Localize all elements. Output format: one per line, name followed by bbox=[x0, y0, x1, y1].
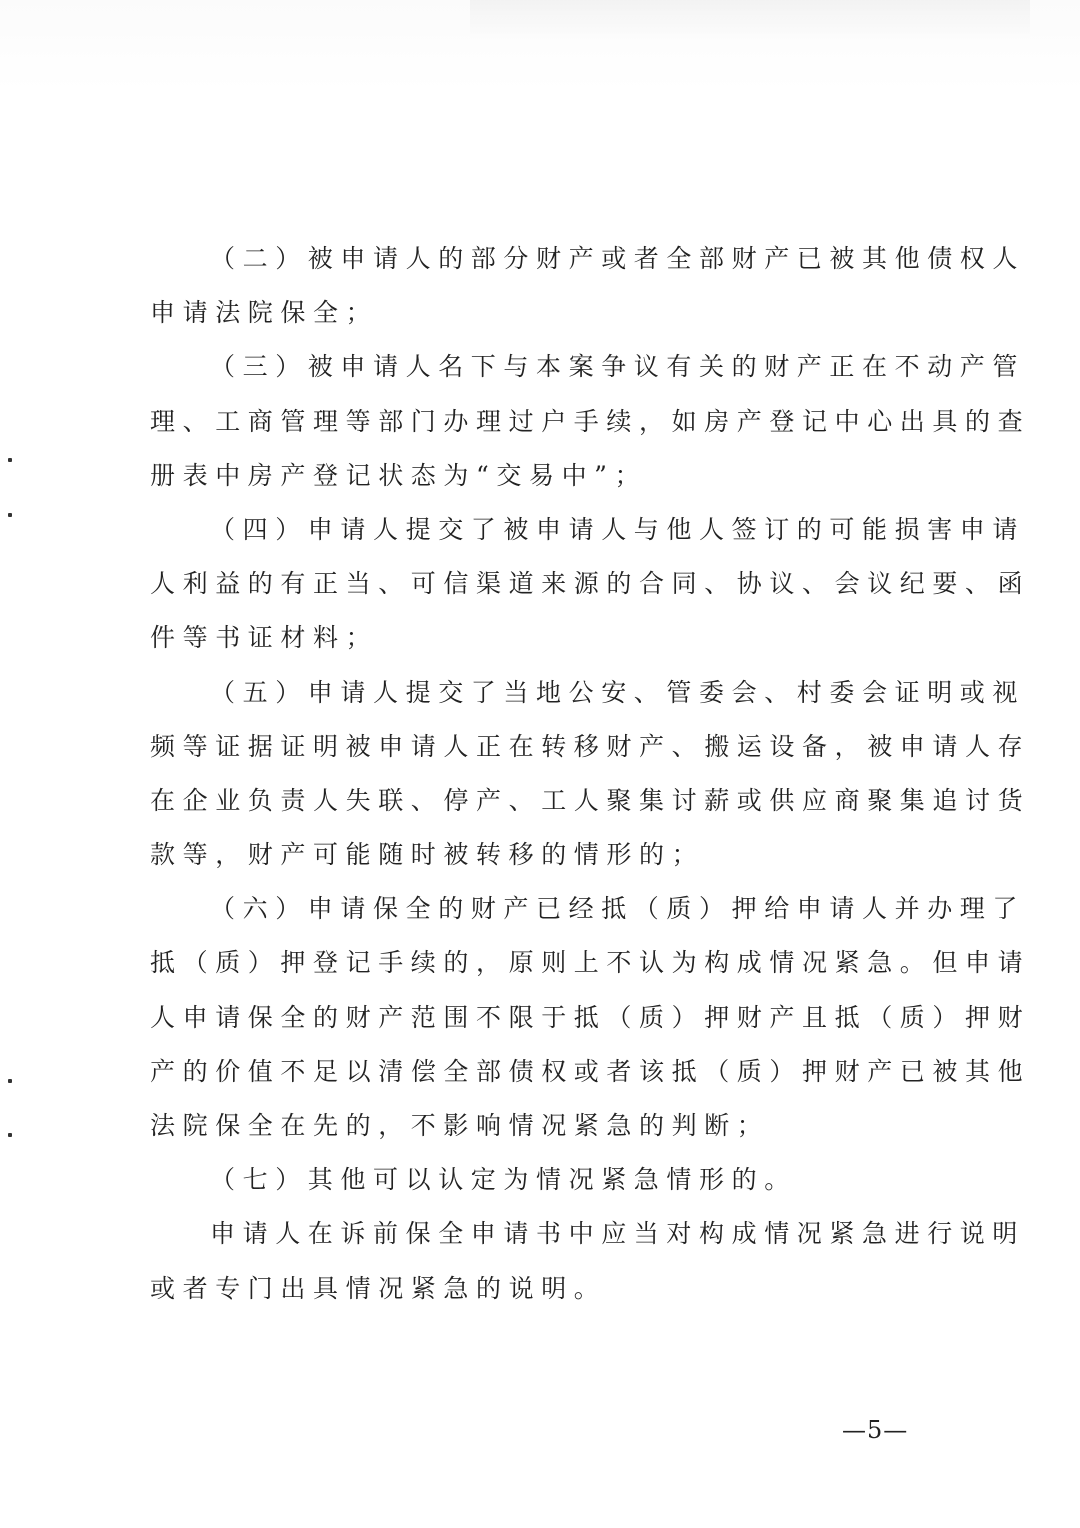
paragraph-line: 在企业负责人失联、停产、工人聚集讨薪或供应商聚集追讨货 bbox=[150, 785, 1031, 815]
paragraph-line: （二）被申请人的部分财产或者全部财产已被其他债权人 bbox=[210, 244, 1026, 273]
scan-shadow bbox=[470, 0, 1030, 40]
paragraph-line: 法院保全在先的，不影响情况紧急的判断； bbox=[150, 1111, 770, 1140]
paragraph-line: 抵（质）押登记手续的，原则上不认为构成情况紧急。但申请 bbox=[150, 948, 1031, 978]
page-number: —5— bbox=[842, 1416, 909, 1444]
binding-hole-mark bbox=[8, 1133, 12, 1137]
paragraph-line: 申请人在诉前保全申请书中应当对构成情况紧急进行说明 bbox=[210, 1219, 1026, 1249]
paragraph-line: 人申请保全的财产范围不限于抵（质）押财产且抵（质）押财 bbox=[150, 1002, 1031, 1032]
binding-hole-mark bbox=[8, 1079, 12, 1083]
paragraph-line: 频等证据证明被申请人正在转移财产、搬运设备，被申请人存 bbox=[150, 731, 1031, 761]
paragraph-line: （七）其他可以认定为情况紧急情形的。 bbox=[210, 1165, 797, 1195]
paragraph-line: 件等书证材料； bbox=[150, 623, 379, 653]
paragraph-line: 册表中房产登记状态为“交易中”； bbox=[150, 460, 648, 490]
paragraph-line: （三）被申请人名下与本案争议有关的财产正在不动产管 bbox=[210, 352, 1026, 382]
paragraph-line: 产的价值不足以清偿全部债权或者该抵（质）押财产已被其他 bbox=[150, 1056, 1031, 1086]
paragraph-line: 款等，财产可能随时被转移的情形的； bbox=[150, 840, 705, 870]
paragraph-line: 理、工商管理等部门办理过户手续，如房产登记中心出具的查 bbox=[150, 406, 1031, 436]
body-text bbox=[150, 232, 1031, 1316]
paragraph-line: 申请法院保全； bbox=[150, 298, 379, 328]
paragraph-line: 人利益的有正当、可信渠道来源的合同、协议、会议纪要、函 bbox=[150, 569, 1031, 599]
paragraph-line: （五）申请人提交了当地公安、管委会、村委会证明或视 bbox=[210, 677, 1026, 707]
binding-hole-mark bbox=[8, 513, 12, 517]
binding-hole-mark bbox=[8, 458, 12, 462]
paragraph-line: 或者专门出具情况紧急的说明。 bbox=[150, 1273, 607, 1303]
paragraph-line: （六）申请保全的财产已经抵（质）押给申请人并办理了 bbox=[210, 894, 1026, 924]
paragraph-line: （四）申请人提交了被申请人与他人签订的可能损害申请 bbox=[210, 514, 1026, 544]
